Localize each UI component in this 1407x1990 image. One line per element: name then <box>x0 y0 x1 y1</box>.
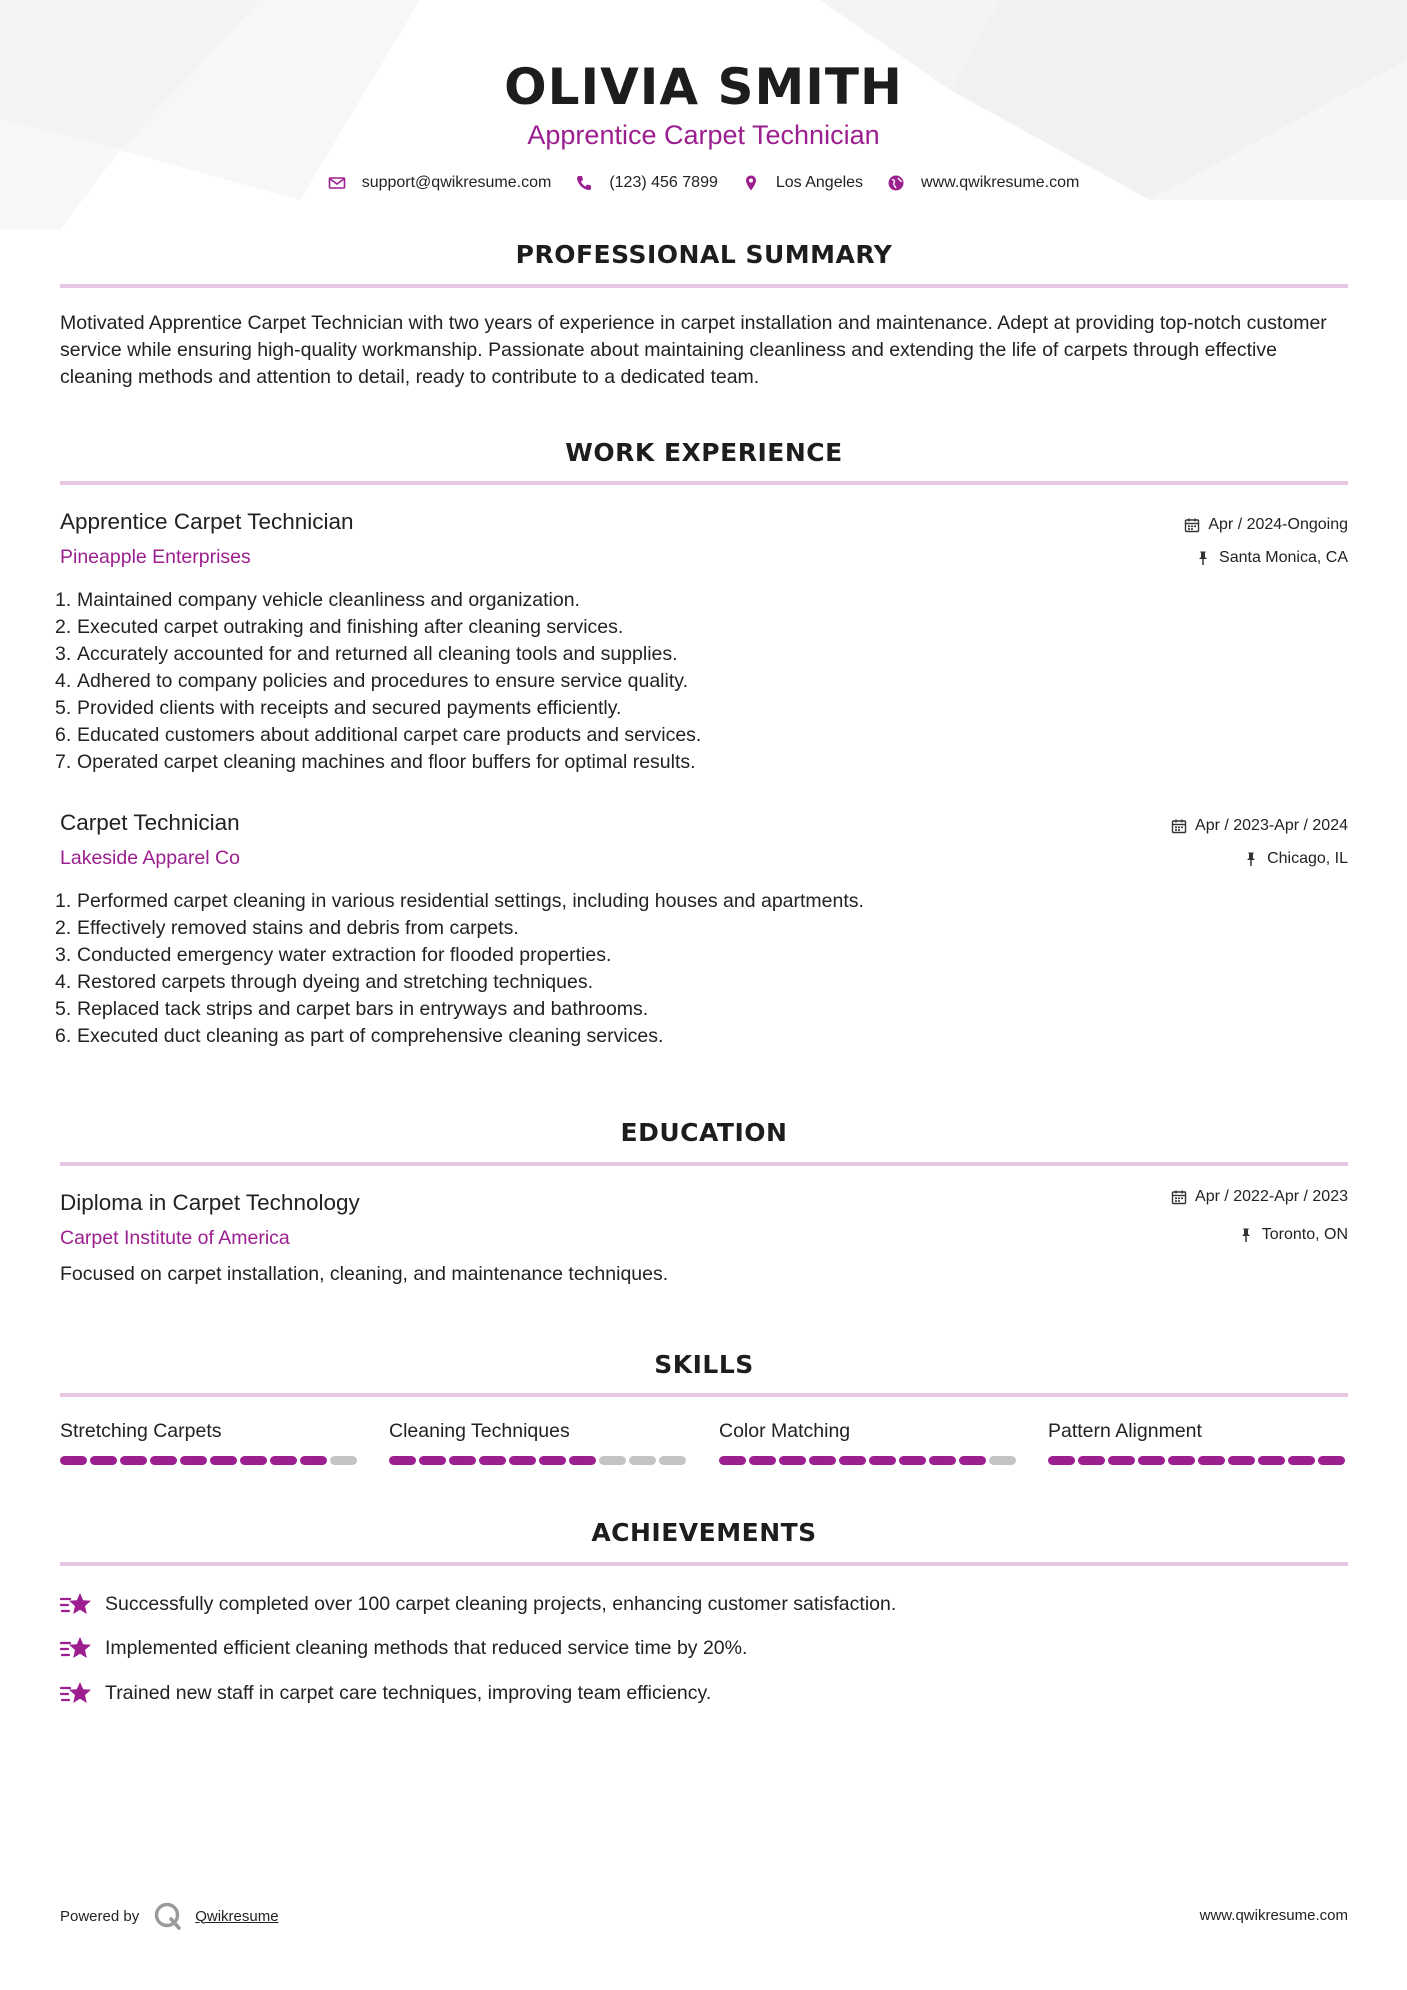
skill-segment-filled <box>240 1456 267 1465</box>
map-pin-icon <box>742 174 760 192</box>
pushpin-icon <box>1238 1227 1254 1243</box>
contact-email[interactable] <box>328 174 552 192</box>
qwikresume-logo-icon <box>153 1901 183 1931</box>
skill-segment-filled <box>1318 1456 1345 1465</box>
skill-segment-filled <box>449 1456 476 1465</box>
skill-name: Color Matching <box>719 1420 851 1442</box>
achievement-text: Successfully completed over 100 carpet cleaning projects, enhancing customer satisfaction. <box>105 1592 897 1615</box>
skill-segment-filled <box>959 1456 986 1465</box>
job-location <box>1195 549 1348 567</box>
achievement-text: Implemented efficient cleaning methods that reduced service time by 20%. <box>105 1636 748 1659</box>
achievement-item <box>60 1590 896 1618</box>
phone-icon <box>575 174 593 192</box>
job-date-text: Apr / 2024-Ongoing <box>1208 516 1348 533</box>
skill-name: Stretching Carpets <box>60 1420 222 1442</box>
skill-segment-filled <box>1138 1456 1165 1465</box>
skill-item <box>389 1420 689 1465</box>
summary-section-title: PROFESSIONAL SUMMARY <box>515 240 893 269</box>
skill-segment-filled <box>1048 1456 1075 1465</box>
experience-section-divider <box>60 481 1348 485</box>
footer-powered-by <box>60 1901 279 1931</box>
education-degree: Diploma in Carpet Technology <box>60 1190 360 1215</box>
summary-text: Motivated Apprentice Carpet Technician with two years of experience in carpet installation and maintenance. Adept at providing top-notch customer service while ensuring high-quality workmanship. Passionate about maintaining cleanliness and extending the life of carpets through effective cleaning methods and attention to detail, ready to contribute to a dedicated team. <box>60 312 1327 388</box>
achievement-text: Trained new staff in carpet care techniques, improving team efficiency. <box>105 1681 712 1704</box>
education-description: Focused on carpet installation, cleaning, and maintenance techniques. <box>60 1263 669 1285</box>
skill-segment-filled <box>270 1456 297 1465</box>
skill-segment-filled <box>899 1456 926 1465</box>
skill-segment-filled <box>1228 1456 1255 1465</box>
job-location-text: Chicago, IL <box>1267 850 1348 867</box>
contact-location-text: Los Angeles <box>775 174 864 191</box>
list-item: 1. Performed carpet cleaning in various residential settings, including houses and apartments. <box>55 890 864 912</box>
contact-location <box>742 174 863 192</box>
skill-segment-empty <box>330 1456 357 1465</box>
contact-bar <box>0 174 1407 192</box>
skill-name: Cleaning Techniques <box>389 1420 570 1442</box>
shooting-star-icon <box>60 1634 94 1662</box>
list-item: 4. Adhered to company policies and procedures to ensure service quality. <box>55 670 688 692</box>
skill-segment-empty <box>659 1456 686 1465</box>
skill-rating-bar <box>719 1456 1019 1465</box>
skill-segment-empty <box>629 1456 656 1465</box>
skill-rating-bar <box>1048 1456 1348 1465</box>
skill-segment-filled <box>929 1456 956 1465</box>
list-item: 3. Conducted emergency water extraction for flooded properties. <box>55 944 612 966</box>
list-item: 7. Operated carpet cleaning machines and floor buffers for optimal results. <box>55 751 696 773</box>
skill-segment-filled <box>180 1456 207 1465</box>
achievement-item <box>60 1679 711 1707</box>
list-item: 4. Restored carpets through dyeing and stretching techniques. <box>55 971 593 993</box>
skill-segment-filled <box>1198 1456 1225 1465</box>
skill-segment-filled <box>1078 1456 1105 1465</box>
calendar-icon <box>1171 1189 1187 1205</box>
skill-segment-filled <box>839 1456 866 1465</box>
education-date <box>1171 1188 1348 1206</box>
list-item: 1. Maintained company vehicle cleanliness and organization. <box>55 589 580 611</box>
skill-segment-filled <box>120 1456 147 1465</box>
skill-name: Pattern Alignment <box>1048 1420 1202 1442</box>
calendar-icon <box>1184 517 1200 533</box>
candidate-name: OLIVIA SMITH <box>504 58 903 116</box>
skill-segment-filled <box>509 1456 536 1465</box>
list-item: 2. Executed carpet outraking and finishing after cleaning services. <box>55 616 624 638</box>
education-school: Carpet Institute of America <box>60 1227 290 1249</box>
education-section-divider <box>60 1162 1348 1166</box>
skill-rating-bar <box>60 1456 360 1465</box>
skill-segment-filled <box>1108 1456 1135 1465</box>
job-date <box>1184 516 1348 534</box>
list-item: 6. Executed duct cleaning as part of comprehensive cleaning services. <box>55 1025 664 1047</box>
contact-phone-text: (123) 456 7899 <box>609 174 718 191</box>
skill-segment-filled <box>419 1456 446 1465</box>
contact-website-text: www.qwikresume.com <box>921 174 1080 191</box>
list-item: 5. Provided clients with receipts and secured payments efficiently. <box>55 697 622 719</box>
achievements-section-title: ACHIEVEMENTS <box>591 1518 817 1547</box>
education-location <box>1238 1226 1348 1244</box>
skill-segment-filled <box>90 1456 117 1465</box>
candidate-role: Apprentice Carpet Technician <box>527 120 880 150</box>
skills-section-title: SKILLS <box>654 1350 754 1379</box>
achievements-section-divider <box>60 1562 1348 1566</box>
job-title: Carpet Technician <box>60 810 240 835</box>
job-duties-list <box>55 888 1255 1050</box>
envelope-icon <box>328 174 346 192</box>
skill-segment-filled <box>569 1456 596 1465</box>
summary-section-divider <box>60 284 1348 288</box>
skill-item <box>719 1420 1019 1465</box>
skill-segment-filled <box>389 1456 416 1465</box>
calendar-icon <box>1171 818 1187 834</box>
skill-rating-bar <box>389 1456 689 1465</box>
education-date-text: Apr / 2022-Apr / 2023 <box>1195 1188 1348 1205</box>
contact-email-text: support@qwikresume.com <box>361 174 552 191</box>
job-location-text: Santa Monica, CA <box>1219 549 1348 566</box>
skill-segment-filled <box>809 1456 836 1465</box>
job-location <box>1243 850 1348 868</box>
footer-website-link[interactable]: www.qwikresume.com <box>1199 1907 1348 1924</box>
experience-section-title: WORK EXPERIENCE <box>565 438 843 467</box>
list-item: 5. Replaced tack strips and carpet bars in entryways and bathrooms. <box>55 998 649 1020</box>
shooting-star-icon <box>60 1590 94 1618</box>
contact-phone[interactable] <box>575 174 718 192</box>
job-date <box>1171 817 1348 835</box>
skill-segment-filled <box>1168 1456 1195 1465</box>
skill-segment-filled <box>300 1456 327 1465</box>
job-date-text: Apr / 2023-Apr / 2024 <box>1195 817 1348 834</box>
list-item: 6. Educated customers about additional carpet care products and services. <box>55 724 702 746</box>
pushpin-icon <box>1243 851 1259 867</box>
skill-segment-filled <box>1288 1456 1315 1465</box>
skill-segment-filled <box>1258 1456 1285 1465</box>
skill-segment-filled <box>479 1456 506 1465</box>
skill-segment-empty <box>599 1456 626 1465</box>
skill-segment-filled <box>539 1456 566 1465</box>
skills-section-divider <box>60 1393 1348 1397</box>
skill-segment-filled <box>150 1456 177 1465</box>
job-title: Apprentice Carpet Technician <box>60 509 354 534</box>
list-item: 3. Accurately accounted for and returned all cleaning tools and supplies. <box>55 643 678 665</box>
skill-segment-filled <box>869 1456 896 1465</box>
qwikresume-link[interactable]: Qwikresume <box>195 1907 279 1925</box>
skill-segment-empty <box>989 1456 1016 1465</box>
education-location-text: Toronto, ON <box>1261 1226 1348 1243</box>
skill-item <box>60 1420 360 1465</box>
globe-icon <box>887 174 905 192</box>
list-item: 2. Effectively removed stains and debris from carpets. <box>55 917 519 939</box>
pushpin-icon <box>1195 550 1211 566</box>
contact-website[interactable] <box>887 174 1079 192</box>
powered-by-label: Powered by <box>60 1907 140 1925</box>
skill-segment-filled <box>210 1456 237 1465</box>
skill-segment-filled <box>749 1456 776 1465</box>
shooting-star-icon <box>60 1679 94 1707</box>
job-company: Pineapple Enterprises <box>60 546 251 568</box>
skill-segment-filled <box>60 1456 87 1465</box>
skill-item <box>1048 1420 1348 1465</box>
job-company: Lakeside Apparel Co <box>60 847 240 869</box>
achievement-item <box>60 1634 747 1662</box>
skill-segment-filled <box>719 1456 746 1465</box>
skill-segment-filled <box>779 1456 806 1465</box>
job-duties-list <box>55 587 1255 776</box>
education-section-title: EDUCATION <box>620 1118 788 1147</box>
